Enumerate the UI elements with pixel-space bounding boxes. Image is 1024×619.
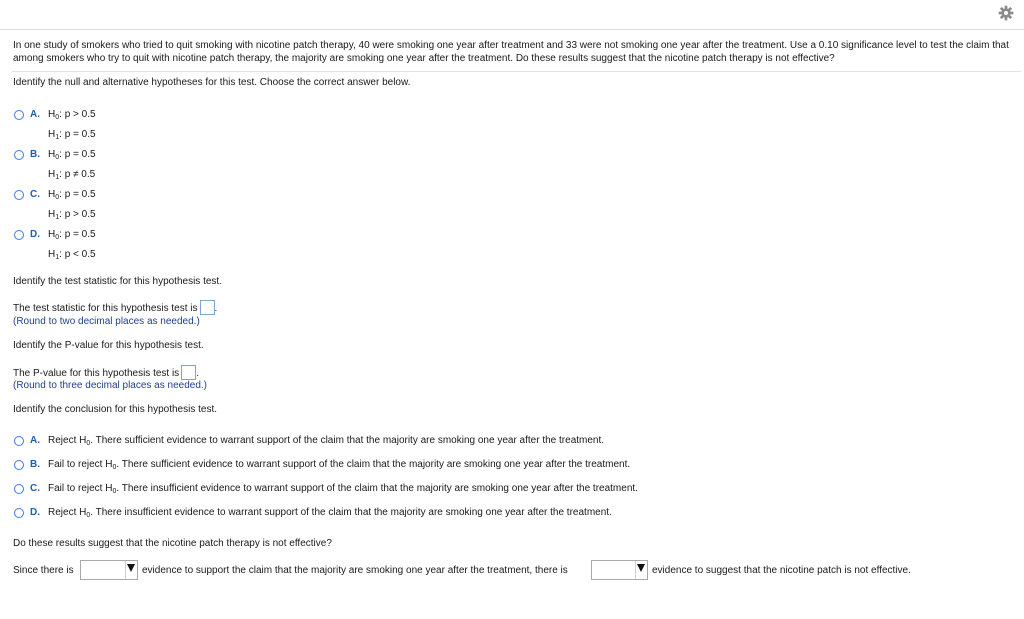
chevron-down-icon [127, 564, 135, 572]
option-letter: A. [30, 435, 40, 446]
evidence-dropdown-1[interactable] [80, 560, 138, 580]
chevron-down-icon [637, 564, 645, 572]
question-conclusion: Identify the conclusion for this hypothesis test. [13, 404, 217, 415]
final-text-part1: Since there is [13, 565, 74, 576]
hypothesis-text: $H_0$: p = 0.5 $H_1$: p < 0.5 [48, 229, 96, 261]
radio-button[interactable] [14, 460, 24, 470]
option-letter: D. [30, 507, 40, 518]
option-letter: C. [30, 189, 40, 200]
radio-button[interactable] [14, 110, 24, 120]
conclusion-text: Fail to reject $H_0$. There sufficient evidence to warrant support of the claim that the majority are smoking one year after the treatment. [48, 459, 631, 471]
hypothesis-text: $H_0$: p = 0.5 $H_1$: p > 0.5 [48, 189, 96, 221]
radio-button[interactable] [14, 150, 24, 160]
hypothesis-text: $H_0$: p > 0.5 $H_1$: p = 0.5 [48, 109, 96, 141]
radio-button[interactable] [14, 190, 24, 200]
p-value-line: The P-value for this hypothesis test is . [13, 365, 199, 380]
radio-button[interactable] [14, 484, 24, 494]
question-test-statistic: Identify the test statistic for this hypothesis test. [13, 276, 222, 287]
option-letter: A. [30, 109, 40, 120]
h1-expression: p = 0.5 [64, 129, 96, 140]
question-p-value: Identify the P-value for this hypothesis test. [13, 340, 204, 351]
final-text-part3: evidence to suggest that the nicotine patch is not effective. [652, 565, 911, 576]
radio-button[interactable] [14, 230, 24, 240]
hypothesis-text: $H_0$: p = 0.5 $H_1$: p ≠ 0.5 [48, 149, 96, 181]
header-divider [0, 29, 1024, 30]
problem-statement: In one study of smokers who tried to quit smoking with nicotine patch therapy, 40 were smoking one year after treatment and 33 were not smoking one year after the treatment. Use a 0.10 significance level to test the claim that among smokers who try to quit with nicotine patch therapy, the majority are smoking one year after the treatment. Do these results suggest that the nicotine patch therapy is not effective? [13, 40, 1009, 64]
test-statistic-input[interactable] [200, 300, 215, 315]
radio-button[interactable] [14, 436, 24, 446]
h1-expression: p ≠ 0.5 [64, 169, 96, 180]
p-value-label: The P-value for this hypothesis test is [13, 368, 180, 379]
rounding-note-three: (Round to three decimal places as needed.) [13, 380, 208, 391]
test-statistic-label: The test statistic for this hypothesis test is [13, 303, 198, 314]
conclusion-text: Reject $H_0$. There sufficient evidence to warrant support of the claim that the majority are smoking one year after the treatment. [48, 435, 605, 447]
conclusion-text: Fail to reject $H_0$. There insufficient evidence to warrant support of the claim that the majority are smoking one year after the treatment. [48, 483, 638, 495]
h0-expression: p > 0.5 [64, 109, 96, 120]
h0-expression: p = 0.5 [64, 189, 96, 200]
section-divider [12, 71, 1021, 72]
option-letter: D. [30, 229, 40, 240]
conclusion-text: Reject $H_0$. There insufficient evidence to warrant support of the claim that the majority are smoking one year after the treatment. [48, 507, 612, 519]
radio-button[interactable] [14, 508, 24, 518]
evidence-dropdown-2[interactable] [591, 560, 648, 580]
final-text-part2: evidence to support the claim that the majority are smoking one year after the treatment, there is [142, 565, 568, 576]
h0-expression: p = 0.5 [64, 149, 96, 160]
option-letter: B. [30, 459, 40, 470]
option-letter: C. [30, 483, 40, 494]
question-hypotheses: Identify the null and alternative hypotheses for this test. Choose the correct answer below. [13, 77, 411, 88]
question-effectiveness: Do these results suggest that the nicotine patch therapy is not effective? [13, 538, 332, 549]
h1-expression: p < 0.5 [64, 249, 96, 260]
test-statistic-line: The test statistic for this hypothesis test is . [13, 300, 217, 315]
h0-expression: p = 0.5 [64, 229, 96, 240]
rounding-note-two: (Round to two decimal places as needed.) [13, 316, 200, 327]
gear-icon[interactable] [998, 5, 1014, 21]
p-value-input[interactable] [181, 365, 196, 380]
h1-expression: p > 0.5 [64, 209, 96, 220]
option-letter: B. [30, 149, 40, 160]
